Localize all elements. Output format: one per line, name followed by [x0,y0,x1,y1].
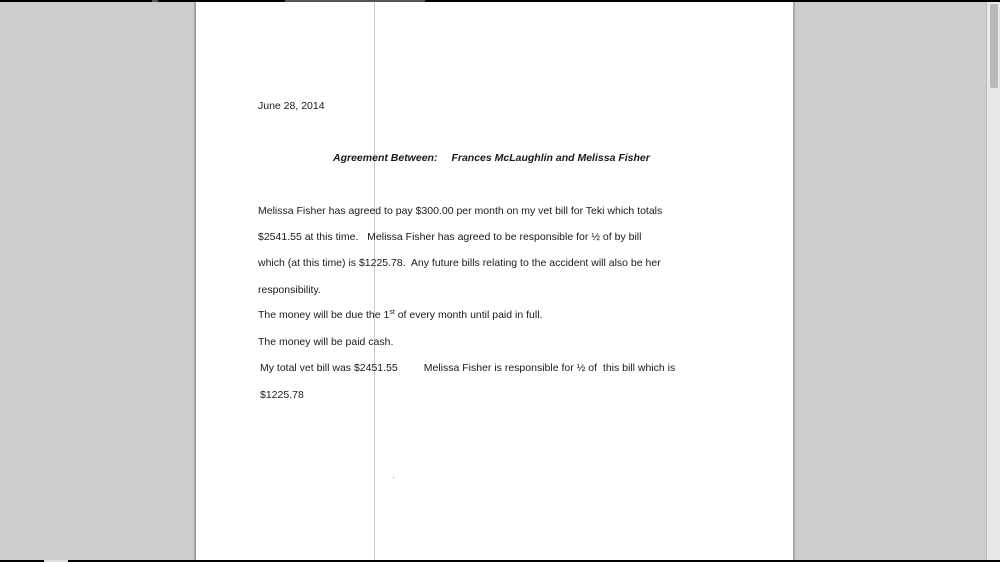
document-date: June 28, 2014 [258,100,325,112]
due-date-text: The money will be due the 1 [258,309,390,321]
scan-fold-line [374,2,375,560]
responsibility-text: Melissa Fisher is responsible for ½ of this bill which is [423,362,676,374]
document-page [196,2,793,560]
final-amount: $1225.78 [260,389,304,401]
body-line: Melissa Fisher has agreed to pay $300.00 per month on my vet bill for Teki which totals [258,205,663,217]
body-line: responsibility. [258,284,321,296]
page-right-edge [793,2,795,560]
agreement-heading-parties: Frances McLaughlin and Melissa Fisher [451,152,650,164]
body-line: $2541.55 at this time. Melissa Fisher has agreed to be responsible for ½ of by bill [258,231,642,243]
due-date-line [258,309,542,321]
document-viewport[interactable] [0,2,986,560]
body-line: which (at this time) is $1225.78. Any future bills relating to the accident will also be her [258,257,661,269]
agreement-heading-label: Agreement Between: [333,152,438,164]
due-date-rest: of every month until paid in full. [394,309,543,321]
scrollbar-thumb[interactable] [990,4,998,88]
total-bill-line [260,362,675,374]
agreement-heading [333,152,650,164]
total-bill-text: My total vet bill was $2451.55 [260,362,398,374]
payment-method-line: The money will be paid cash. [258,336,394,348]
scan-speck [393,477,394,478]
due-date-ordinal: st [389,309,395,316]
vertical-scrollbar[interactable] [986,2,1000,560]
